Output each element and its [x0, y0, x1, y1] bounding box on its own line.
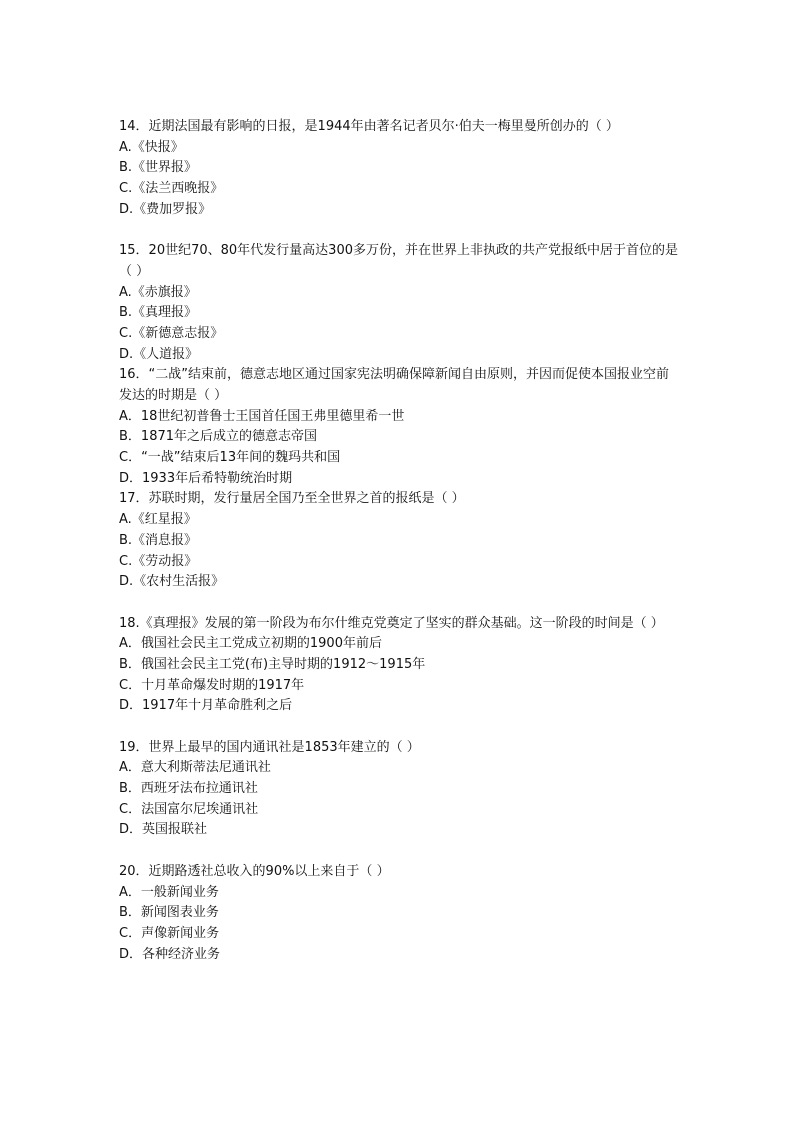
question-15-option-c: C.《新德意志报》: [119, 325, 224, 341]
question-17-option-b: B.《消息报》: [119, 532, 198, 548]
question-18-option-b: B．俄国社会民主工党(布)主导时期的1912～1915年: [119, 656, 426, 672]
question-15-stem: 15．20世纪70、80年代发行量高达300多万份，并在世界上非执政的共产党报纸中居于首位的是（ ）: [119, 243, 678, 279]
question-14-option-c: C.《法兰西晚报》: [119, 181, 224, 197]
question-20-option-a: A．一般新闻业务: [119, 884, 219, 900]
question-14-option-b: B.《世界报》: [119, 160, 198, 176]
spacer: [119, 593, 679, 614]
question-20-stem: 20．近期路透社总收入的90%以上来自于（ ）: [119, 863, 390, 879]
question-19-option-b: B．西班牙法布拉通讯社: [119, 781, 258, 797]
question-14-stem: 14．近期法国最有影响的日报，是1944年由著名记者贝尔·伯夫一梅里曼所创办的（ ）: [119, 119, 619, 134]
question-17-stem: 17．苏联时期，发行量居全国乃至全世界之首的报纸是（ ）: [119, 491, 465, 507]
question-list: [119, 117, 679, 965]
spacer: [119, 717, 679, 738]
question-15-option-d: D.《人道报》: [119, 346, 199, 362]
question-16-option-b: B．1871年之后成立的德意志帝国: [119, 429, 318, 445]
question-14-option-a: A.《快报》: [119, 139, 184, 155]
question-18-option-a: A．俄国社会民主工党成立初期的1900年前后: [119, 636, 382, 652]
question-17-option-d: D.《农村生活报》: [119, 574, 225, 590]
question-17-option-a: A.《红星报》: [119, 512, 197, 528]
spacer: [119, 841, 679, 862]
question-20-option-d: D．各种经济业务: [119, 946, 221, 962]
question-20-option-b: B．新闻图表业务: [119, 905, 219, 921]
question-15-option-a: A.《赤旗报》: [119, 284, 197, 300]
question-17-option-c: C.《劳动报》: [119, 553, 198, 569]
question-16-option-d: D．1933年后希特勒统治时期: [119, 470, 293, 486]
question-18-option-c: C．十月革命爆发时期的1917年: [119, 677, 305, 693]
spacer: [119, 220, 679, 241]
question-19-option-d: D．英国报联社: [119, 822, 208, 838]
question-16-stem: 16．“二战”结束前，德意志地区通过国家宪法明确保障新闻自由原则，并因而促使本国报业空前发达的时期是（ ）: [119, 367, 670, 403]
question-20-option-c: C．声像新闻业务: [119, 925, 220, 941]
question-19-stem: 19．世界上最早的国内通讯社是1853年建立的（ ）: [119, 739, 420, 755]
question-16-option-a: A．18世纪初普鲁士王国首任国王弗里德里希一世: [119, 408, 405, 424]
question-15-option-b: B.《真理报》: [119, 305, 198, 321]
question-18-stem: 18.《真理报》发展的第一阶段为布尔什维克党奠定了坚实的群众基础。这一阶段的时间是（ ）: [119, 615, 664, 631]
question-19-option-c: C．法国富尔尼埃通讯社: [119, 801, 259, 817]
question-14-option-d: D.《费加罗报》: [119, 201, 212, 217]
question-16-option-c: C．“一战”结束后13年间的魏玛共和国: [119, 450, 341, 466]
question-19-option-a: A．意大利斯蒂法尼通讯社: [119, 760, 271, 776]
question-18-option-d: D．1917年十月革命胜利之后: [119, 698, 293, 714]
